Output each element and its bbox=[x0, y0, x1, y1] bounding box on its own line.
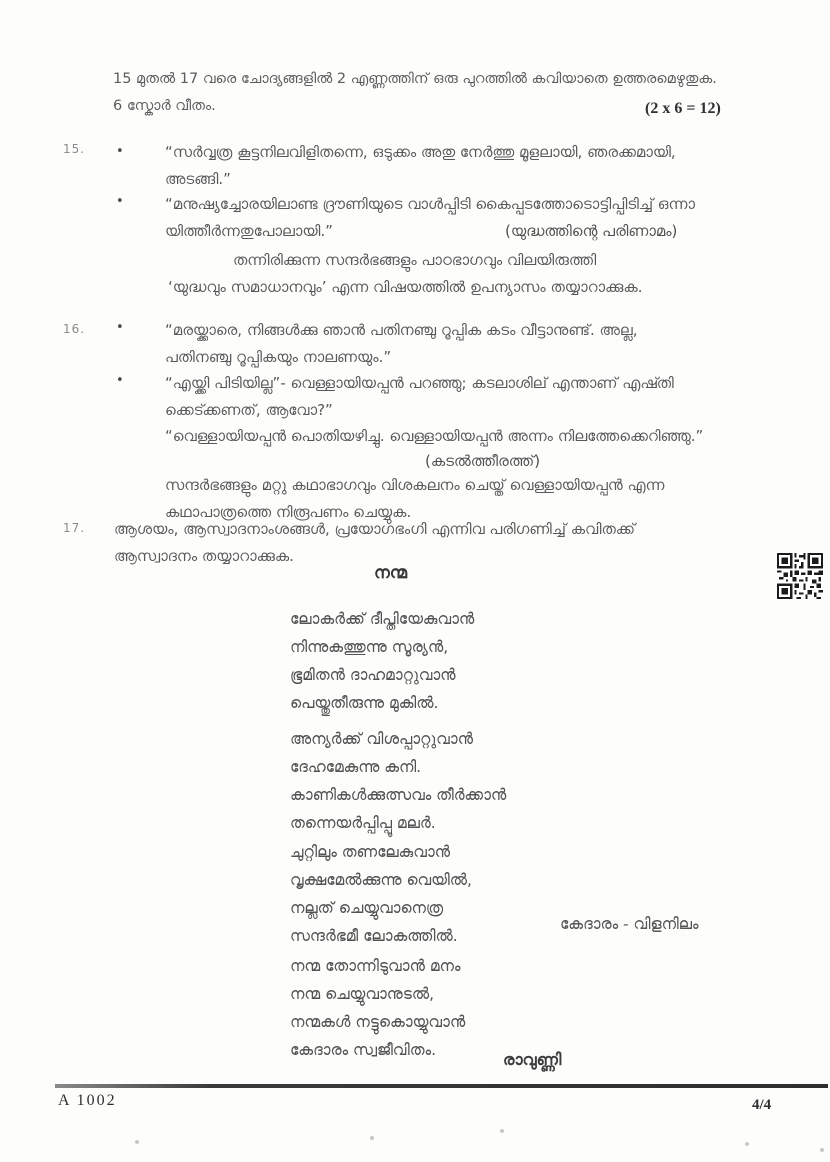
q16-task-line1: സന്ദർഭങ്ങളും മറ്റു കഥാഭാഗവും വിശകലനം ചെയ്ത് വെള്ളായിയപ്പൻ എന്ന bbox=[165, 476, 665, 494]
poem-word-gloss: കേദാരം - വിളനിലം bbox=[560, 915, 699, 933]
q15-quote1-line2: അടങ്ങി.” bbox=[165, 170, 231, 188]
poem-stanza-2 bbox=[290, 730, 506, 842]
question-16-number: 16. bbox=[63, 322, 86, 336]
q16-quote2-line2: ക്കെട്ക്കണത്, ആവോ?” bbox=[165, 401, 333, 419]
bullet-icon: • bbox=[116, 144, 124, 159]
poem-author: രാവുണ്ണി bbox=[503, 1050, 562, 1069]
q17-line2: ആസ്വാദനം തയ്യാറാക്കുക. bbox=[114, 547, 294, 565]
paper-code: A 1002 bbox=[58, 1092, 117, 1109]
poem-line: ലോകർക്ക് ദീപ്തിയേകുവാൻ bbox=[290, 610, 475, 628]
poem-line: അന്യർക്ക് വിശപ്പാറ്റുവാൻ bbox=[290, 730, 474, 748]
poem-line: നന്മകൾ നട്ടുകൊയ്യുവാൻ bbox=[290, 1013, 466, 1031]
page-number: 4/4 bbox=[752, 1097, 772, 1113]
q16-quote2-line1: “എയ്ക്കി പിടിയില്ല”- വെള്ളായിയപ്പൻ പറഞ്ഞു; കടലാശില് എന്താണ് എഷ്തി bbox=[165, 374, 674, 392]
marks-scheme: (2 x 6 = 12) bbox=[645, 100, 721, 117]
q15-source-annotation: (യുദ്ധത്തിന്റെ പരിണാമം) bbox=[505, 222, 678, 240]
poem-line: നല്ലത് ചെയ്യുവാനെത്ര bbox=[290, 899, 444, 917]
scan-artifact-dot bbox=[820, 1148, 824, 1152]
q15-quote2-line1: “മനുഷ്യച്ചോരയിലാണ്ട ദ്രൗണിയുടെ വാൾപ്പിടി കൈപ്പടത്തോടൊട്ടിപ്പിടിച്ച് ഒന്നാ bbox=[165, 195, 696, 213]
q15-task-line2: ‘യുദ്ധവും സമാധാനവും’ എന്ന വിഷയത്തിൽ ഉപന്യാസം തയ്യാറാക്കുക. bbox=[168, 278, 643, 296]
qr-code-icon bbox=[777, 551, 823, 601]
poem-line: ചുറ്റിലും തണലേകുവാൻ bbox=[290, 843, 451, 861]
poem-line: നിന്നുകത്തുന്നു സൂര്യൻ, bbox=[290, 638, 449, 656]
scan-artifact-dot bbox=[745, 1142, 749, 1146]
q16-quote1-line1: “മരയ്ക്കാരെ, നിങ്ങൾക്കു ഞാൻ പതിനഞ്ചു റൂപ്പിക കടം വീട്ടാനുണ്ട്. അല്ല, bbox=[165, 321, 638, 339]
scan-artifact-dot bbox=[500, 1129, 504, 1133]
poem-line: വൃക്ഷമേൽക്കുന്നു വെയിൽ, bbox=[290, 871, 472, 889]
bullet-icon: • bbox=[116, 194, 124, 209]
q16-quote2-line3: “വെള്ളായിയപ്പൻ പൊതിയഴിച്ചു. വെള്ളായിയപ്പൻ അന്നം നിലത്തേക്കെറിഞ്ഞു.” bbox=[165, 427, 704, 445]
poem-stanza-1 bbox=[290, 610, 474, 722]
q17-line1: ആശയം, ആസ്വാദനാംശങ്ങൾ, പ്രയോഗഭംഗി എന്നിവ പരിഗണിച്ച് കവിതക്ക് bbox=[114, 520, 636, 538]
question-15-number: 15. bbox=[63, 142, 86, 156]
bullet-icon: • bbox=[116, 373, 124, 388]
footer-divider bbox=[55, 1084, 828, 1088]
poem-line: കാണികൾക്കുത്സവം തീർക്കാൻ bbox=[290, 786, 507, 804]
q16-source-annotation: (കടൽത്തീരത്ത്) bbox=[425, 452, 541, 470]
bullet-icon: • bbox=[116, 320, 124, 335]
poem-stanza-4 bbox=[290, 957, 465, 1069]
q16-task-line2: കഥാപാത്രത്തെ നിരൂപണം ചെയ്യുക. bbox=[165, 503, 412, 521]
poem-line: നന്മ ചെയ്യുവാനുടൽ, bbox=[290, 985, 435, 1003]
poem-title: നന്മ bbox=[374, 563, 408, 583]
q15-task-line1: തന്നിരിക്കുന്ന സന്ദർഭങ്ങളും പാഠഭാഗവും വിലയിരുത്തി bbox=[233, 251, 597, 269]
poem-line: സന്ദർഭമീ ലോകത്തിൽ. bbox=[290, 927, 458, 945]
poem-line: നന്മ തോന്നിടുവാൻ മനം bbox=[290, 957, 461, 975]
poem-stanza-3 bbox=[290, 843, 472, 955]
question-17-number: 17. bbox=[63, 521, 86, 535]
poem-line: ദേഹമേകുന്നു കനി. bbox=[290, 758, 422, 776]
poem-line: തന്നെയർപ്പിപ്പൂ മലർ. bbox=[290, 814, 436, 832]
instructions-line-1: 15 മുതൽ 17 വരെ ചോദ്യങ്ങളിൽ 2 എണ്ണത്തിന് ഒരു പുറത്തിൽ കവിയാതെ ഉത്തരമെഴുതുക. bbox=[113, 71, 717, 87]
instructions-line-2: 6 സ്കോർ വീതം. bbox=[113, 98, 216, 114]
poem-line: പെയ്തുതീരുന്നു മുകിൽ. bbox=[290, 694, 439, 712]
q16-quote1-line2: പതിനഞ്ചു റൂപ്പികയും നാലണയും.” bbox=[165, 348, 392, 366]
poem-line: കേദാരം സ്വജീവിതം. bbox=[290, 1041, 436, 1059]
q15-quote1-line1: “സർവ്വത്ര കൂട്ടനിലവിളിതന്നെ, ഒടുക്കം അതു നേർത്തു മൂളലായി, ഞരക്കമായി, bbox=[165, 143, 676, 161]
poem-line: ഭൂമിതൻ ദാഹമാറ്റുവാൻ bbox=[290, 666, 456, 684]
q15-quote2-line2: യിത്തീർന്നതുപോലായി.” bbox=[165, 222, 333, 240]
scan-artifact-dot bbox=[135, 1140, 139, 1144]
scan-artifact-dot bbox=[370, 1136, 374, 1140]
